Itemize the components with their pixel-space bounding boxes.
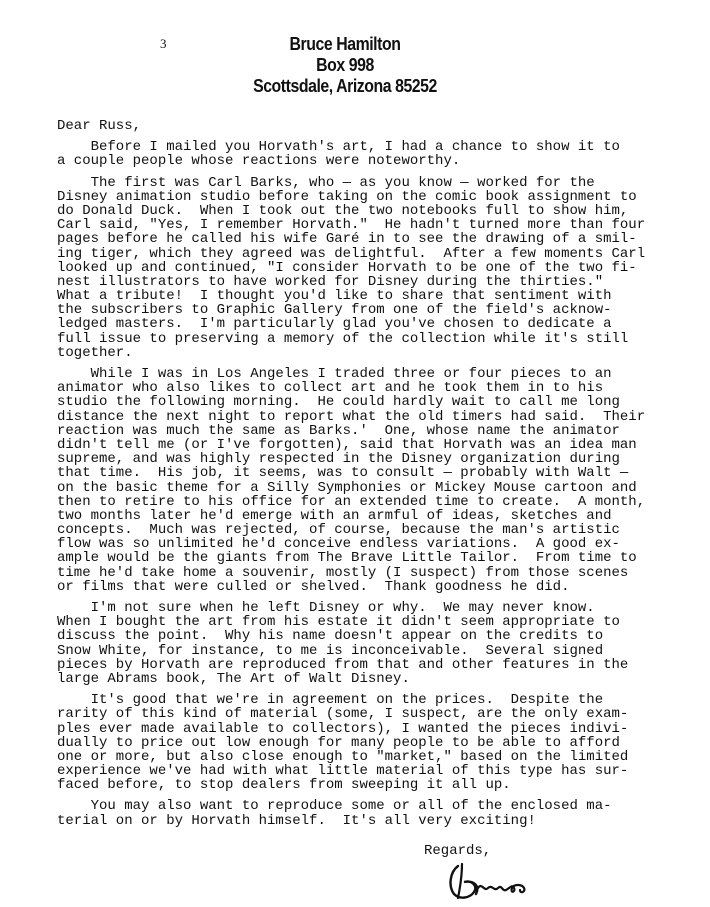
body-line: rarity of this kind of material (some, I suspect, are the only exam- [57, 706, 629, 723]
body-line: do Donald Duck. When I took out the two notebooks full to show him, [57, 202, 629, 219]
body-line: dually to price out low enough for many people to be able to afford [57, 734, 620, 751]
body-line: ledged masters. I'm particularly glad you've chosen to dedicate a [57, 316, 612, 333]
body-line: ing tiger, which they agreed was delightful. After a few moments Carl [57, 245, 646, 262]
body-line: didn't tell me (or I've forgotten), said that Horvath was an idea man [57, 436, 637, 453]
letter-body [57, 119, 657, 828]
body-line: faced before, to stop dealers from sweeping it all up. [57, 777, 511, 794]
body-line: Disney animation studio before taking on the comic book assignment to [57, 188, 637, 205]
body-line: ample would be the giants from The Brave Little Tailor. From time to [57, 550, 637, 567]
page-number: 3 [160, 36, 167, 51]
body-line: two months later he'd emerge with an armful of ideas, sketches and [57, 507, 612, 524]
body-line: It's good that we're in agreement on the prices. Despite the [57, 692, 604, 709]
body-line: large Abrams book, The Art of Walt Disney. [57, 670, 410, 687]
body-line: on the basic theme for a Silly Symphonies or Mickey Mouse cartoon and [57, 479, 637, 496]
body-line: one or more, but also close enough to "market," based on the limited [57, 748, 629, 765]
letterhead-name: Bruce Hamilton [289, 34, 401, 54]
body-line: I'm not sure when he left Disney or why. We may never know. [57, 600, 595, 616]
body-line: distance the next night to report what the old timers had said. Their [57, 408, 646, 425]
body-line: You may also want to reproduce some or all of the enclosed ma- [57, 798, 612, 815]
salutation: Dear Russ, [57, 118, 142, 134]
body-line: Before I mailed you Horvath's art, I had a chance to show it to [57, 139, 620, 156]
closing: Regards, [424, 843, 492, 859]
signature [440, 858, 550, 903]
body-line: Carl said, "Yes, I remember Horvath." He hadn't turned more than four [57, 217, 646, 234]
body-line: or films that were culled or shelved. Thank goodness he did. [57, 578, 570, 595]
body-line: terial on or by Horvath himself. It's all very exciting! [57, 812, 536, 829]
body-line: While I was in Los Angeles I traded three or four pieces to an [57, 366, 612, 382]
body-line: When I bought the art from his estate it didn't seem appropriate to [57, 614, 620, 631]
body-line: experience we've had with what little material of this type has sur- [57, 763, 629, 780]
body-line: studio the following morning. He could hardly wait to call me long [57, 394, 620, 411]
body-line: that time. His job, it seems, was to consult — probably with Walt — [57, 465, 629, 482]
letterhead [253, 34, 438, 97]
body-line: discuss the point. Why his name doesn't appear on the credits to [57, 628, 604, 645]
body-line: flow was so unlimited he'd conceive endless variations. A good ex- [57, 536, 620, 553]
body-line: ples ever made available to collectors), I wanted the pieces indivi- [57, 720, 629, 737]
body-line: supreme, and was highly respected in the Disney organization during [57, 451, 620, 468]
body-line: full issue to preserving a memory of the collection while it's still [57, 330, 629, 347]
body-line: looked up and continued, "I consider Horvath to be one of the two fi- [57, 259, 637, 276]
body-line: then to retire to his office for an extended time to create. A month, [57, 493, 646, 510]
letterhead-city: Scottsdale, Arizona 85252 [253, 76, 437, 96]
body-line: nest illustrators to have worked for Disney during the thirties." [57, 273, 604, 290]
body-line: concepts. Much was rejected, of course, because the man's artistic [57, 522, 620, 539]
letterhead-box: Box 998 [316, 55, 374, 75]
body-line: animator who also likes to collect art and he took them in to his [57, 380, 604, 397]
body-line: together. [57, 344, 133, 361]
body-line: Snow White, for instance, to me is inconceivable. Several signed [57, 642, 604, 659]
body-line: What a tribute! I thought you'd like to share that sentiment with [57, 288, 612, 305]
body-line: the subscribers to Graphic Gallery from one of the field's acknow- [57, 302, 612, 319]
body-line: time he'd take home a souvenir, mostly (I suspect) from those scenes [57, 564, 629, 581]
body-line: pages before he called his wife Garé in to see the drawing of a smil- [57, 231, 637, 248]
body-line: a couple people whose reactions were noteworthy. [57, 153, 461, 170]
body-line: reaction was much the same as Barks.' One, whose name the animator [57, 422, 620, 439]
body-line: The first was Carl Barks, who — as you know — worked for the [57, 174, 595, 191]
body-line: pieces by Horvath are reproduced from that and other features in the [57, 656, 629, 673]
